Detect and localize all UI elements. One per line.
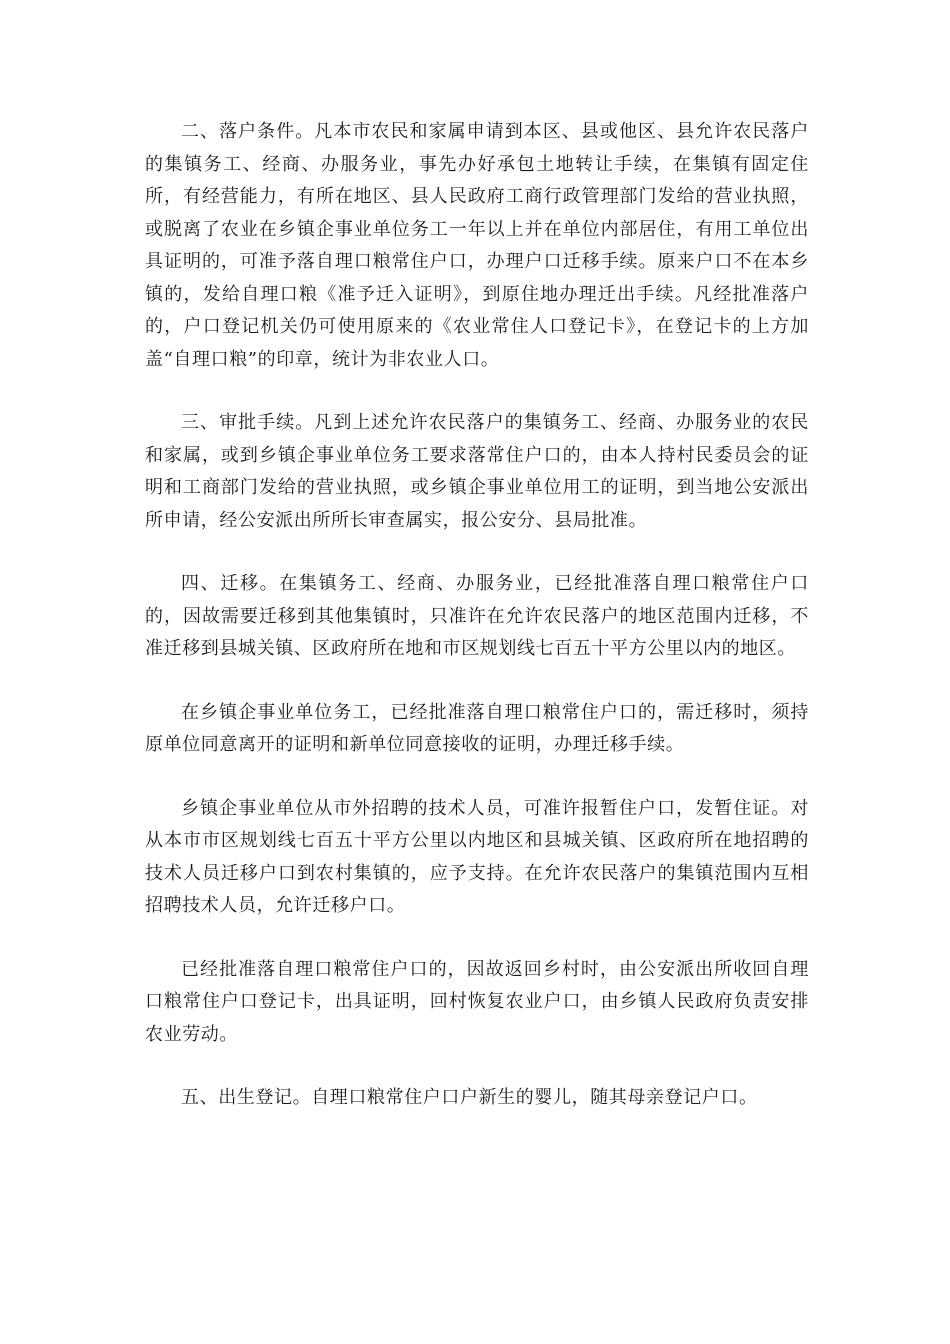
paragraph-settlement-conditions: 二、落户条件。凡本市农民和家属申请到本区、县或他区、县允许农民落户的集镇务工、经商、办服务业，事先办好承包土地转让手续，在集镇有固定住所，有经营能力，有所在地区、县人民政府工商行政管理部门发给的营业执照，或脱离了农业在乡镇企事业单位务工一年以上并在单位内部居住，有用工单位出具证明的，可准予落自理口粮常住户口，办理户口迁移手续。原来户口不在本乡镇的，发给自理口粮《准予迁入证明》，到原住地办理迁出手续。凡经批准落户的，户口登记机关仍可使用原来的《农业常住人口登记卡》，在登记卡的上方加盖“自理口粮”的印章，统计为非农业人口。	[145, 121, 809, 370]
paragraph-return-to-village: 已经批准落自理口粮常住户口的，因故返回乡村时，由公安派出所收回自理口粮常住户口登记卡，出具证明，回村恢复农业户口，由乡镇人民政府负责安排农业劳动。	[145, 958, 809, 1045]
paragraph-migration-township-enterprise: 在乡镇企事业单位务工，已经批准落自理口粮常住户口的，需迁移时，须持原单位同意离开的证明和新单位同意接收的证明，办理迁移手续。	[145, 701, 809, 755]
paragraph-migration: 四、迁移。在集镇务工、经商、办服务业，已经批准落自理口粮常住户口的，因故需要迁移到其他集镇时，只准许在允许农民落户的地区范围内迁移，不准迁移到县城关镇、区政府所在地和市区规划线七百五十平方公里以内的地区。	[145, 573, 809, 659]
paragraph-approval-procedures: 三、审批手续。凡到上述允许农民落户的集镇务工、经商、办服务业的农民和家属，或到乡镇企事业单位务工要求落常住户口的，由本人持村民委员会的证明和工商部门发给的营业执照，或乡镇企事业单位用工的证明，到当地公安派出所申请，经公安派出所所长审查属实，报公安分、县局批准。	[145, 412, 809, 531]
document-body	[145, 116, 809, 1146]
paragraph-technical-staff: 乡镇企事业单位从市外招聘的技术人员，可准许报暂住户口，发暂住证。对从本市市区规划线七百五十平方公里以内地区和县城关镇、区政府所在地招聘的技术人员迁移户口到农村集镇的，应予支持。在允许农民落户的集镇范围内互相招聘技术人员，允许迁移户口。	[145, 797, 809, 916]
paragraph-birth-registration: 五、出生登记。自理口粮常住户口户新生的婴儿，随其母亲登记户口。	[181, 1087, 758, 1108]
